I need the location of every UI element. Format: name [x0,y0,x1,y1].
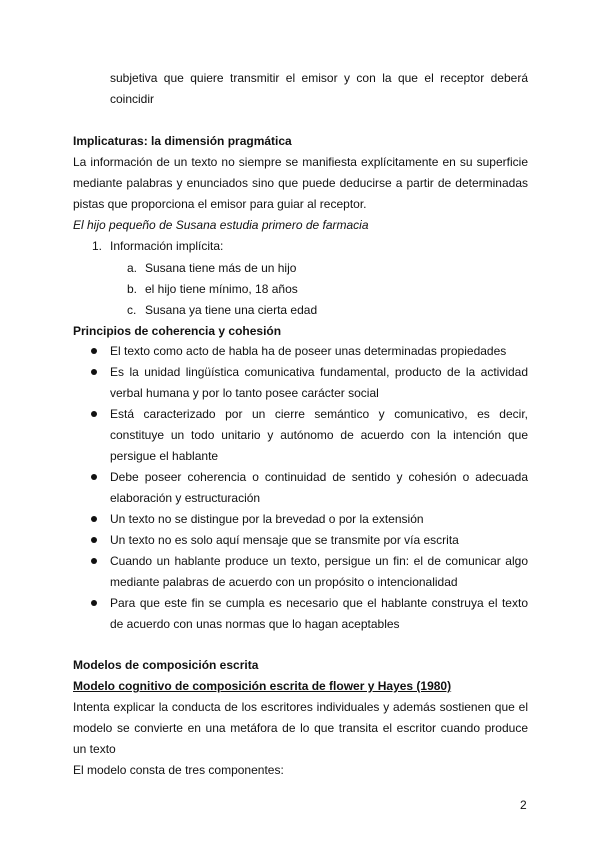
bullet-line: de acuerdo con unas normas que lo hagan aceptables [110,617,400,631]
bullet-line: elaboración y estructuración [110,491,261,505]
bullet-line: Un texto no es solo aquí mensaje que se transmite por vía escrita [110,533,459,547]
sub-list-marker: b. [127,282,138,296]
sub-list-item: Susana tiene más de un hijo [145,261,297,275]
bullet-line: verbal humana y por lo tanto posee carácter social [110,386,379,400]
paragraph-line: La información de un texto no siempre se manifiesta explícitamente en su superficie [73,155,528,169]
bullet-line: Debe poseer coherencia o continuidad de sentido y cohesión o adecuada [110,470,528,484]
bullet-line: constituye un todo unitario y autónomo de acuerdo con la intención que [110,428,528,442]
bullet-line: El texto como acto de habla ha de poseer unas determinadas propiedades [110,344,507,358]
section-subheading-flower-hayes: Modelo cognitivo de composición escrita de flower y Hayes (1980) [73,679,452,693]
bullet-line: mediante palabras de acuerdo con un propósito o intencionalidad [110,575,458,589]
bullet-icon [91,537,97,543]
continuation-line-1: subjetiva que quiere transmitir el emisor y con la que el receptor deberá [110,71,528,85]
bullet-icon [91,558,97,564]
section-heading-implicaturas: Implicaturas: la dimensión pragmática [73,134,292,148]
bullet-icon [91,411,97,417]
bullet-line: Un texto no se distingue por la brevedad o por la extensión [110,512,424,526]
closing-line: El modelo consta de tres componentes: [73,763,284,777]
paragraph-line: Intenta explicar la conducta de los escritores individuales y además sostienen que el [73,700,528,714]
page-number: 2 [520,798,527,812]
sub-list-item: Susana ya tiene una cierta edad [145,303,318,317]
bullet-icon [91,474,97,480]
bullet-line: Es la unidad lingüística comunicativa fundamental, producto de la actividad [110,365,528,379]
bullet-icon [91,516,97,522]
sub-list-item: el hijo tiene mínimo, 18 años [145,282,298,296]
bullet-line: persigue el hablante [110,449,219,463]
sub-list-marker: c. [127,303,137,317]
numbered-item-label: Información implícita: [110,239,224,253]
paragraph-line: modelo se convierte en una metáfora de lo que transita el escritor cuando produce [73,721,528,735]
section-heading-coherencia: Principios de coherencia y cohesión [73,324,282,338]
bullet-line: Para que este fin se cumpla es necesario que el hablante construya el texto [110,596,528,610]
paragraph-line: mediante palabras y enunciados sino que puede deducirse a partir de determinadas [73,176,528,190]
paragraph-line: un texto [73,742,116,756]
bullet-line: Está caracterizado por un cierre semántico y comunicativo, es decir, [110,407,528,421]
paragraph-line: pistas que proporciona el emisor para guiar al receptor. [73,197,367,211]
bullet-icon [91,348,97,354]
example-sentence: El hijo pequeño de Susana estudia primero de farmacia [73,218,369,232]
sub-list-marker: a. [127,261,138,275]
bullet-line: Cuando un hablante produce un texto, persigue un fin: el de comunicar algo [110,554,528,568]
list-number: 1. [92,239,103,253]
bullet-icon [91,369,97,375]
section-heading-modelos: Modelos de composición escrita [73,658,259,672]
bullet-icon [91,600,97,606]
continuation-line-2: coincidir [110,92,155,106]
